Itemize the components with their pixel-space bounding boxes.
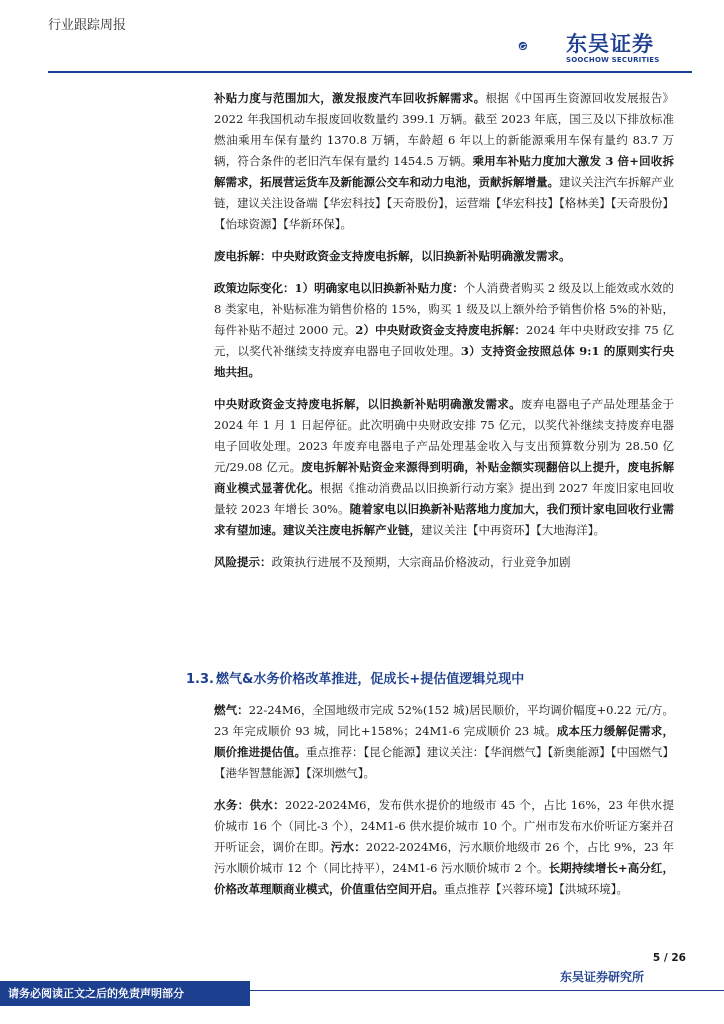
paragraph — [214, 278, 674, 383]
bold-text: 废电拆解：中央财政资金支持废电拆解，以旧换新补贴明确激发需求。 — [214, 249, 571, 263]
bold-text: 燃气： — [214, 703, 249, 717]
bold-text: 成本压力缓解促需求，顺价推进提估值。 — [214, 724, 675, 759]
body-text: 个人消费者购买 2 级及以上能效或水效的 8 类家电，补贴标准为销售价格的 15%，购买 1 级及以上额外给予销售价格 5%的补贴，每件补贴不超过 2000 元。 — [214, 281, 674, 337]
bold-text: 风险提示： — [214, 555, 272, 569]
section-number: 1.3. — [186, 672, 214, 687]
header-divider — [48, 71, 692, 73]
disclaimer-banner: 请务必阅读正文之后的免责声明部分 — [0, 981, 250, 1006]
bold-text: 污水： — [330, 840, 366, 854]
brand-name-en: SOOCHOW SECURITIES — [566, 56, 660, 64]
bold-text: 2）中央财政资金支持废电拆解： — [355, 323, 527, 337]
bold-text: 3）支持资金按照总体 9:1 的原则实行央地共担。 — [214, 344, 675, 379]
body-text: 建议关注汽车拆解产业链，建议关注设备端【华宏科技】【天奇股份】，运营端【华宏科技】【格林美】【天奇股份】【怡球资源】【华新环保】。 — [214, 175, 674, 231]
bold-text: 长期持续增长+高分红，价格改革理顺商业模式，价值重估空间开启。 — [214, 861, 674, 896]
paragraph — [214, 700, 674, 784]
body-text-block — [214, 88, 674, 584]
report-type-label: 行业跟踪周报 — [48, 18, 127, 33]
brand-name-cn: 东吴证券 — [566, 32, 654, 56]
institute-name: 东吴证券研究所 — [560, 970, 645, 984]
body-text: 22-24M6，全国地级市完成 52%(152 城)居民顺价，平均调价幅度+0.22 元/方。23 年完成顺价 93 城，同比+158%；24M1-6 完成顺价 23 城。 — [214, 703, 675, 738]
body-text: 建议关注【中再资环】【大地海洋】。 — [421, 523, 605, 537]
paragraph — [214, 552, 674, 573]
body-text: 2022-2024M6，污水顺价地级市 26 个，占比 9%，23 年污水顺价城市 12 个（同比持平），24M1-6 污水顺价城市 2 个。 — [214, 840, 675, 875]
soochow-logo-icon — [518, 26, 562, 66]
body-text: 政策执行进展不及预期，大宗商品价格波动，行业竞争加剧 — [271, 555, 571, 569]
body-text: 2022-2024M6，发布供水提价的地级市 45 个，占比 16%，23 年供水提价城市 16 个（同比-3 个），24M1-6 供水提价城市 10 个。广州市发布水价听证方案并召开听证会，调价在即。 — [214, 798, 675, 854]
body-text: 根据《推动消费品以旧换新行动方案》提出到 2027 年废旧家电回收量较 2023 年增长 30%。 — [214, 481, 675, 516]
body-text: 2024 年中央财政安排 75 亿元，以奖代补继续支持废弃电器电子回收处理。 — [214, 323, 675, 358]
body-text: 废弃电器电子产品处理基金于 2024 年 1 月 1 日起停征。此次明确中央财政安排 75 亿元，以奖代补继续支持废弃电器电子回收处理。2023 年废弃电器电子产品处理基金收入与支出预算数分别为 28.50 亿元/29.08 亿元。 — [214, 397, 675, 474]
bold-text: 废电拆解补贴资金来源得到明确，补贴金额实现翻倍以上提升，废电拆解商业模式显著优化。 — [214, 460, 675, 495]
bold-text: 补贴力度与范围加大，激发报废汽车回收拆解需求。 — [214, 91, 486, 105]
bold-text: 中央财政资金支持废电拆解，以旧换新补贴明确激发需求。 — [214, 397, 521, 411]
paragraph — [214, 88, 674, 235]
bold-text: 政策边际变化：1）明确家电以旧换新补贴力度： — [214, 281, 464, 295]
body-text-block-2 — [214, 700, 674, 911]
footer-divider — [250, 990, 724, 991]
paragraph — [214, 394, 674, 541]
bold-text: 水务：供水： — [214, 798, 285, 812]
body-text: 重点推荐【兴蓉环境】【洪城环境】。 — [444, 882, 628, 896]
bold-text: 随着家电以旧换新补贴落地力度加大，我们预计家电回收行业需求有望加速。建议关注废电拆解产业链， — [214, 502, 675, 537]
body-text: 重点推荐：【昆仑能源】建议关注：【华润燃气】【新奥能源】【中国燃气】【港华智慧能源】【深圳燃气】。 — [214, 745, 674, 780]
body-text: 根据《中国再生资源回收发展报告》2022 年我国机动车报废回收数量约 399.1 万辆。截至 2023 年底，国三及以下排放标准燃油乘用车保有量约 1370.8 万辆，车龄超 6 年以上的新能源乘用车保有量约 83.7 万辆，符合条件的老旧汽车保有量约 1454.5 万辆。 — [214, 91, 675, 168]
bold-text: 乘用车补贴力度加大激发 3 倍+回收拆解需求，拓展营运货车及新能源公交车和动力电池，贡献拆解增量。 — [214, 154, 674, 189]
paragraph — [214, 246, 674, 267]
paragraph — [214, 795, 674, 900]
section-title: 燃气&水务价格改革推进，促成长+提估值逻辑兑现中 — [216, 672, 525, 687]
page-number: 5 / 26 — [652, 952, 686, 964]
section-heading — [186, 668, 686, 687]
